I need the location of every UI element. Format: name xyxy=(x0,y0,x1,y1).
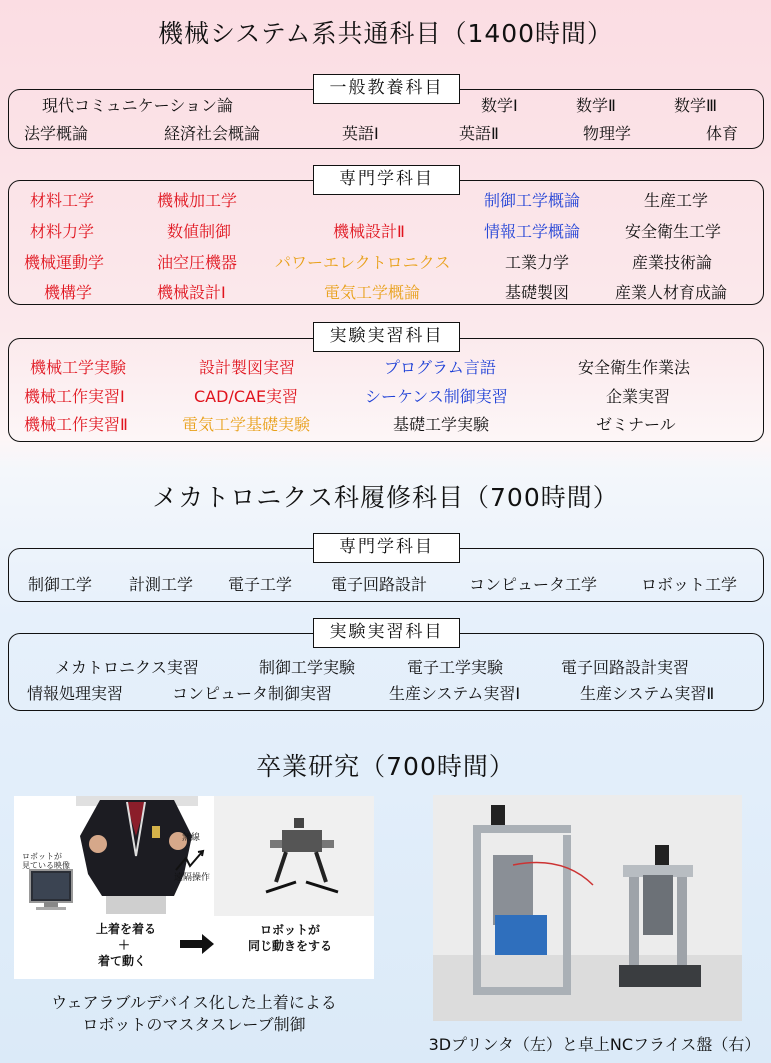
specialized-item: 機械設計Ⅱ xyxy=(333,222,405,241)
mech-prac-item: 生産システム実習Ⅰ xyxy=(389,684,521,703)
general-item: 英語Ⅱ xyxy=(459,124,499,143)
main-title: 機械システム系共通科目（1400時間） xyxy=(157,19,614,48)
practical-item: 機械工学実験 xyxy=(30,358,127,377)
specialized-item: 材料工学 xyxy=(30,191,95,210)
mech-spec-item: コンピュータ工学 xyxy=(469,575,598,594)
specialized-item: 工業力学 xyxy=(505,253,570,272)
mech-prac-item: コンピュータ制御実習 xyxy=(172,684,333,703)
machines-illustration xyxy=(433,795,742,1021)
mech-spec-item: 制御工学 xyxy=(28,575,93,594)
practical-item: 企業実習 xyxy=(606,387,671,406)
mech-prac-item: 制御工学実験 xyxy=(259,658,356,677)
general-item: 数学Ⅱ xyxy=(576,96,616,115)
practical-item: 電気工学基礎実験 xyxy=(182,415,311,434)
specialized-item: 産業人材育成論 xyxy=(615,283,728,302)
specialized-item: 機構学 xyxy=(44,283,93,302)
wearable-caption-1: ウェアラブルデバイス化した上着による xyxy=(51,993,337,1012)
practical-item: ゼミナール xyxy=(596,415,676,434)
mech-spec-item: 計測工学 xyxy=(129,575,194,594)
specialized-item: 情報工学概論 xyxy=(484,222,581,241)
mech-prac-item: 電子回路設計実習 xyxy=(561,658,690,677)
general-item: 数学Ⅰ xyxy=(481,96,518,115)
plus-text: ＋ xyxy=(118,938,131,952)
practical-item: 機械工作実習Ⅱ xyxy=(24,415,128,434)
mech-prac-item: 情報処理実習 xyxy=(27,684,124,703)
mech-specialized-label: 専門学科目 xyxy=(313,533,460,563)
practical-item: 安全衛生作業法 xyxy=(578,358,691,377)
practical-item: 設計製図実習 xyxy=(199,358,296,377)
general-label: 一般教養科目 xyxy=(313,74,460,104)
specialized-item: 安全衛生工学 xyxy=(625,222,722,241)
practical-item: プログラム言語 xyxy=(384,358,496,377)
mechatronics-title: メカトロニクス科履修科目（700時間） xyxy=(152,483,619,512)
specialized-item: 材料力学 xyxy=(30,222,95,241)
graduation-title: 卒業研究（700時間） xyxy=(256,752,515,781)
specialized-item: 基礎製図 xyxy=(505,283,570,302)
practical-label: 実験実習科目 xyxy=(313,322,460,352)
general-item: 現代コミュニケーション論 xyxy=(42,96,234,115)
general-item: 物理学 xyxy=(583,124,632,143)
general-item: 英語Ⅰ xyxy=(342,124,379,143)
machines-caption: 3Dプリンタ（左）と卓上NCフライス盤（右） xyxy=(428,1035,761,1054)
mech-practical-label: 実験実習科目 xyxy=(313,618,460,648)
wear-text: 上着を着る xyxy=(96,922,157,936)
specialized-item: 産業技術論 xyxy=(632,253,713,272)
specialized-item: 機械加工学 xyxy=(157,191,238,210)
mech-spec-item: 電子工学 xyxy=(228,575,293,594)
practical-item: CAD/CAE実習 xyxy=(194,387,299,406)
mech-spec-item: 電子回路設計 xyxy=(331,575,428,594)
specialized-label: 専門学科目 xyxy=(313,165,460,195)
specialized-item: パワーエレクトロニクス xyxy=(275,253,451,272)
practical-item: シーケンス制御実習 xyxy=(365,387,508,406)
machines-photo xyxy=(433,795,742,1021)
wearable-figure xyxy=(14,796,374,979)
specialized-item: 制御工学概論 xyxy=(484,191,581,210)
robot-same-text: ロボットが 同じ動きをする xyxy=(248,923,333,953)
specialized-item: 電気工学概論 xyxy=(324,283,421,302)
specialized-item: 生産工学 xyxy=(644,191,709,210)
mech-spec-item: ロボット工学 xyxy=(641,575,738,594)
mech-prac-item: メカトロニクス実習 xyxy=(55,658,199,677)
mech-prac-item: 電子工学実験 xyxy=(407,658,504,677)
remote-text: 遠隔操作 xyxy=(174,873,211,883)
specialized-item: 機械設計Ⅰ xyxy=(157,283,226,302)
general-item: 経済社会概論 xyxy=(164,124,261,143)
move-text: 着て動く xyxy=(98,954,147,968)
wearable-caption-2: ロボットのマスタスレーブ制御 xyxy=(82,1015,306,1034)
specialized-item: 機械運動学 xyxy=(24,253,105,272)
wireless-text: 無線 xyxy=(182,833,201,843)
robot-view-text: ロボットが 見ている映像 xyxy=(22,852,70,870)
practical-item: 基礎工学実験 xyxy=(393,415,490,434)
general-item: 数学Ⅲ xyxy=(674,96,718,115)
practical-item: 機械工作実習Ⅰ xyxy=(24,387,125,406)
specialized-item: 油空圧機器 xyxy=(157,253,238,272)
general-item: 体育 xyxy=(706,124,739,143)
specialized-item: 数値制御 xyxy=(167,222,232,241)
mech-prac-item: 生産システム実習Ⅱ xyxy=(580,684,715,703)
general-item: 法学概論 xyxy=(24,124,89,143)
